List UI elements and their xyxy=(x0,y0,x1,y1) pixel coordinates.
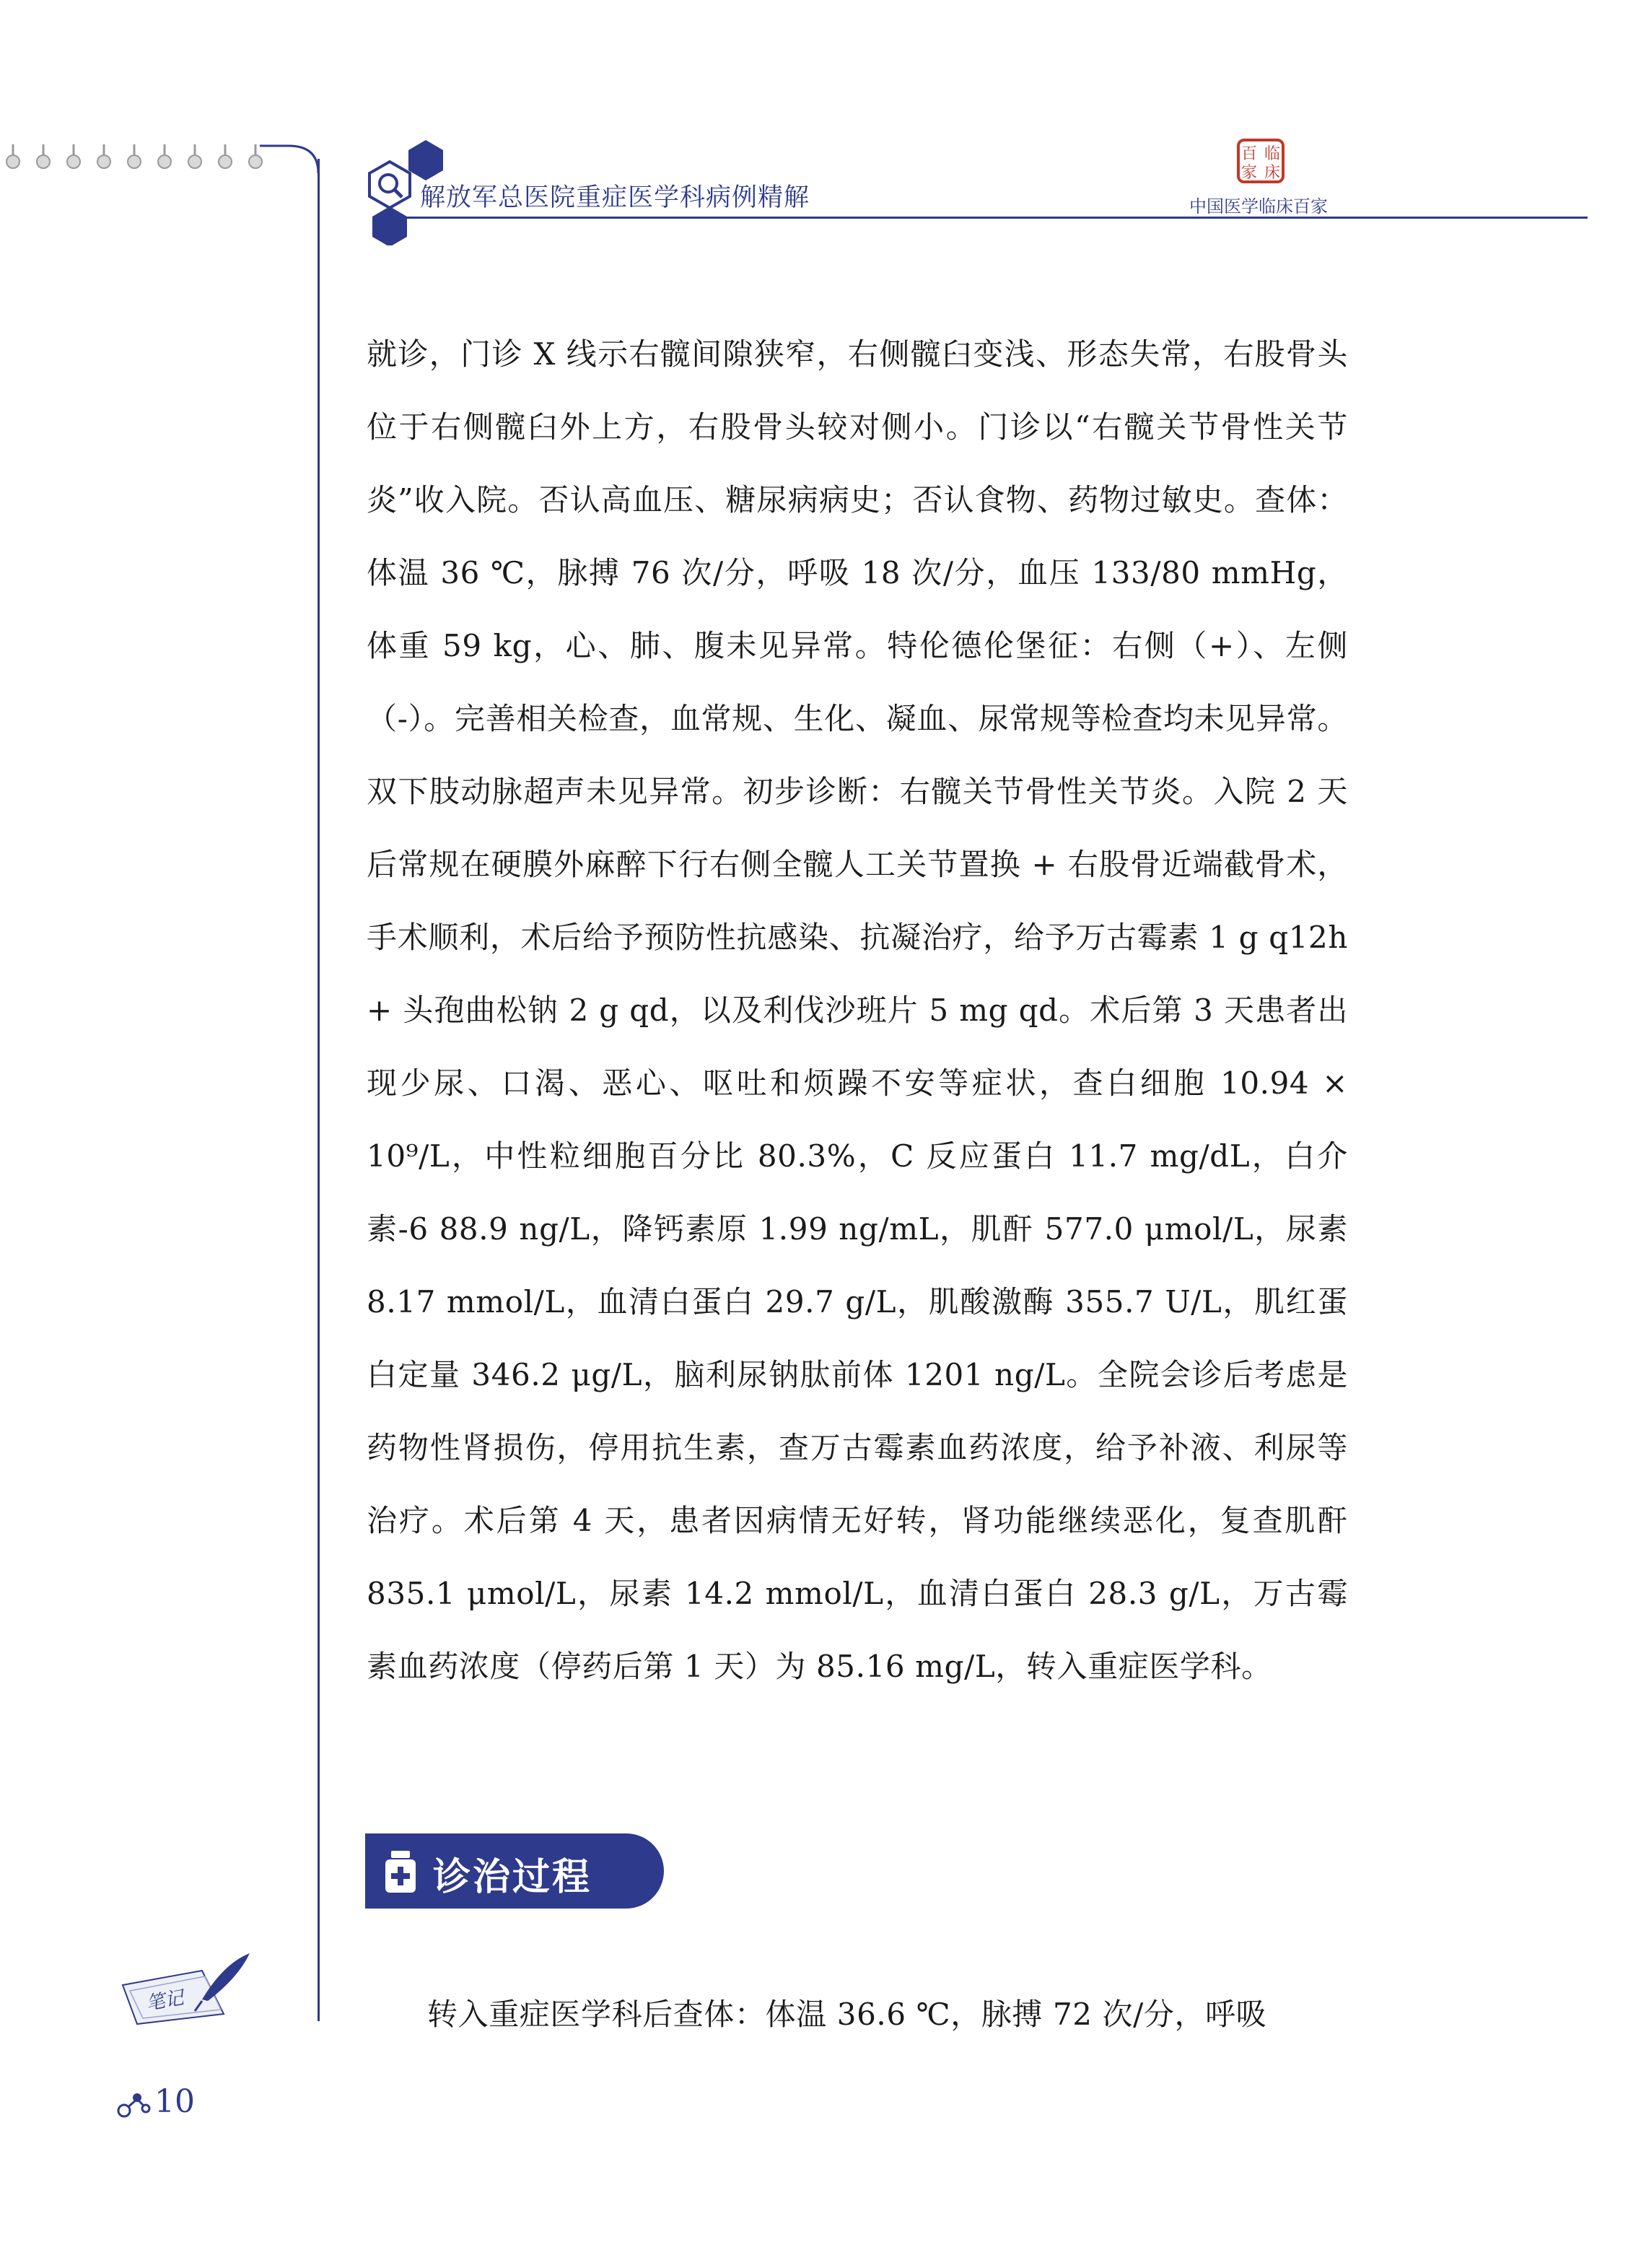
page-number: 10 xyxy=(154,2083,195,2120)
medicine-bottle-icon xyxy=(380,1849,421,1894)
header-underline xyxy=(404,217,1588,219)
notes-label: 笔记 xyxy=(144,1986,185,2015)
section-banner xyxy=(365,1833,664,1909)
section-title: 诊治过程 xyxy=(433,1856,592,1899)
notes-quill-icon xyxy=(115,1949,253,2028)
series-name: 中国医学临床百家 xyxy=(1189,196,1328,217)
svg-text:临: 临 xyxy=(1264,145,1281,163)
margin-curve-decoration xyxy=(260,144,325,173)
seal-logo xyxy=(1235,137,1286,185)
svg-text:百: 百 xyxy=(1240,145,1258,163)
paragraph-text: 就诊，门诊 X 线示右髋间隙狭窄，右侧髋臼变浅、形态失常，右股骨头位于右侧髋臼外上方，右股骨头较对侧小。门诊以“右髋关节骨性关节炎”收入院。否认高血压、糖尿病病史；否认食物、药物过敏史。查体：体温 36 ℃，脉搏 76 次/分，呼吸 18 次/分，血压 133/80 mmHg，体重 59 kg，心、肺、腹未见异常。特伦德伦堡征：右侧（+）、左侧（-）。完善相关检查，血常规、生化、凝血、尿常规等检查均未见异常。双下肢动脉超声未见异常。初步诊断：右髋关节骨性关节炎。入院 2 天后常规在硬膜外麻醉下行右侧全髋人工关节置换 + 右股骨近端截骨术，手术顺利，术后给予预防性抗感染、抗凝治疗，给予万古霉素 1 g q12h + 头孢曲松钠 2 g qd，以及利伐沙班片 5 mg qd。术后第 3 天患者出现少尿、口渴、恶心、呕吐和烦躁不安等症状，查白细胞 10.94 × 10⁹/L，中性粒细胞百分比 80.3%，C 反应蛋白 11.7 mg/dL，白介素-6 88.9 ng/L，降钙素原 1.99 ng/mL，肌酐 577.0 μmol/L，尿素 8.17 mmol/L，血清白蛋白 29.7 g/L，肌酸激酶 355.7 U/L，肌红蛋白定量 346.2 μg/L，脑利尿钠肽前体 1201 ng/L。全院会诊后考虑是药物性肾损伤，停用抗生素，查万古霉素血药浓度，给予补液、利尿等治疗。术后第 4 天，患者因病情无好转，肾功能继续恶化，复查肌酐 835.1 μmol/L，尿素 14.2 mmol/L，血清白蛋白 28.3 g/L，万古霉素血药浓度（停药后第 1 天）为 85.16 mg/L，转入重症医学科。 xyxy=(367,336,1348,1684)
section-first-line: 转入重症医学科后查体：体温 36.6 ℃，脉搏 72 次/分，呼吸 xyxy=(427,1997,1267,2032)
book-title: 解放军总医院重症医学科病例精解 xyxy=(420,183,810,212)
binder-rings-decoration xyxy=(0,137,274,180)
margin-rule xyxy=(318,159,320,2021)
molecule-icon xyxy=(115,2086,152,2119)
svg-text:家: 家 xyxy=(1240,164,1258,182)
svg-text:床: 床 xyxy=(1264,164,1281,182)
case-paragraph xyxy=(367,318,1348,1703)
